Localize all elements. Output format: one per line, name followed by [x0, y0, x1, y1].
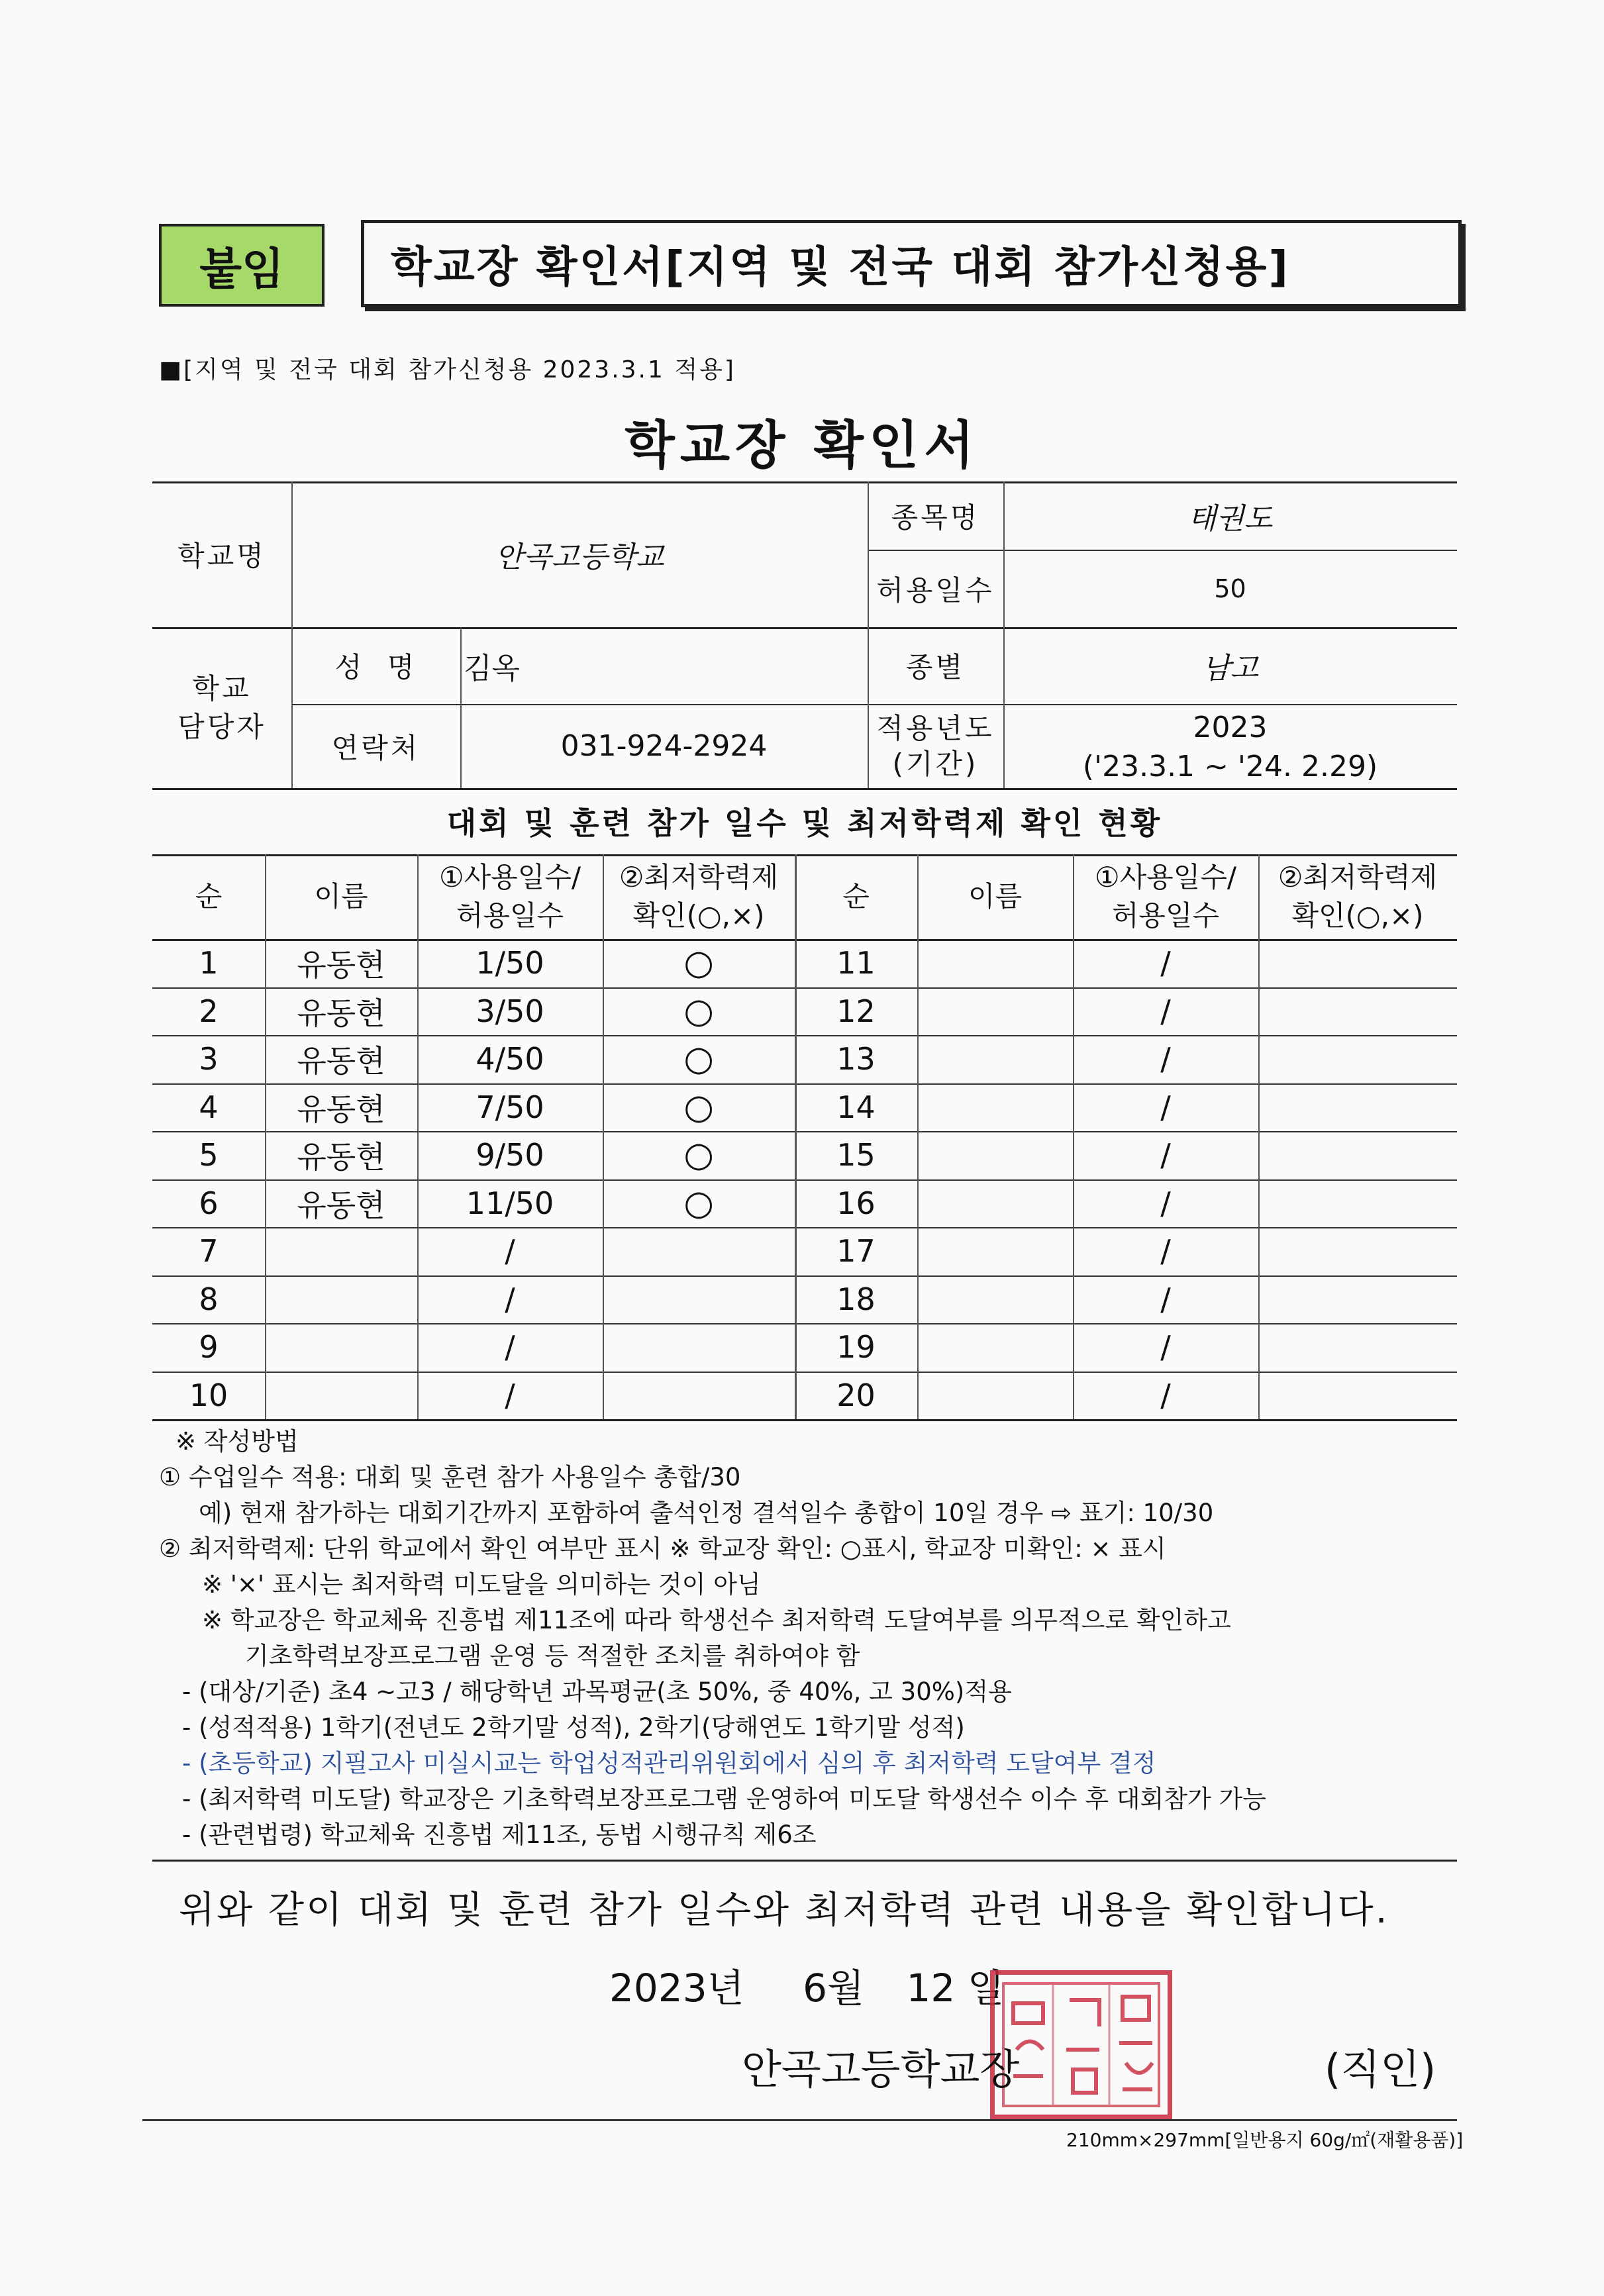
form-subnote: ■[지역 및 전국 대회 참가신청용 2023.3.1 적용]	[159, 356, 736, 383]
row-days: 1/50	[476, 945, 544, 981]
category-value: 남고	[1201, 652, 1258, 685]
attachment-badge: 붙임	[159, 224, 325, 307]
row-no: 9	[199, 1329, 219, 1366]
header-name: 이름	[314, 880, 368, 913]
school-name-value: 안곡고등학교	[495, 540, 664, 574]
row-name: 유동현	[297, 1187, 385, 1223]
row-no: 18	[836, 1281, 876, 1317]
row-check	[603, 1323, 795, 1372]
row-name: 유동현	[297, 1043, 385, 1079]
paper-spec: 210mm×297mm[일반용지 60g/㎡(재활용품)]	[1066, 2129, 1464, 2151]
row-name	[917, 1227, 1073, 1275]
row-name	[265, 1323, 417, 1372]
row-no: 15	[836, 1137, 876, 1173]
row-no: 11	[836, 945, 876, 981]
row-no: 6	[199, 1185, 219, 1221]
row-name	[265, 1372, 417, 1420]
row-name	[917, 987, 1073, 1036]
contact-label: 연락처	[331, 731, 421, 764]
row-no: 17	[836, 1233, 876, 1270]
row-days: /	[1160, 1233, 1171, 1270]
row-days: /	[505, 1233, 515, 1270]
row-check	[603, 1275, 795, 1324]
row-no: 3	[199, 1041, 219, 1077]
row-name	[265, 1227, 417, 1275]
row-check	[1258, 1275, 1457, 1324]
note-line: - (대상/기준) 초4 ~고3 / 해당학년 과목평균(초 50%, 중 40%, 고 30%)적용	[182, 1677, 1012, 1706]
manager-name-value: 김옥	[464, 652, 521, 685]
row-days: /	[1160, 945, 1171, 981]
row-days: /	[1160, 1185, 1171, 1221]
row-no: 12	[836, 993, 876, 1029]
event-value: 태권도	[1187, 501, 1273, 536]
row-days: 4/50	[476, 1041, 544, 1077]
row-days: /	[1160, 1041, 1171, 1077]
seal-label: (직인)	[1325, 2045, 1436, 2093]
section-title: 대회 및 훈련 참가 일수 및 최저학력제 확인 현황	[446, 805, 1163, 841]
row-check: ○	[683, 1135, 714, 1175]
allowed-days-value: 50	[1214, 574, 1246, 603]
row-no: 19	[836, 1329, 876, 1366]
row-days: 9/50	[476, 1137, 544, 1173]
document-title: 학교장 확인서	[625, 416, 979, 475]
row-no: 7	[199, 1233, 219, 1270]
confirmation-text: 위와 같이 대회 및 훈련 참가 일수와 최저학력 관련 내용을 확인합니다.	[179, 1889, 1389, 1932]
name-label: 성 명	[334, 651, 417, 683]
row-check: ○	[683, 1183, 714, 1223]
date-year: 2023년	[609, 1966, 744, 2011]
event-label: 종목명	[891, 501, 980, 534]
note-line: 예) 현재 참가하는 대회기간까지 포함하여 출석인정 결석일수 총합이 10일 경우 ⇨ 표기: 10/30	[199, 1499, 1214, 1527]
row-check	[1258, 1227, 1457, 1275]
row-no: 13	[836, 1041, 876, 1077]
school-name-label: 학교명	[177, 540, 266, 572]
row-check	[603, 1227, 795, 1275]
row-days: /	[505, 1377, 515, 1413]
year-value: 2023	[1193, 710, 1268, 744]
row-no: 1	[199, 945, 219, 981]
row-no: 20	[836, 1377, 876, 1413]
row-no: 5	[199, 1137, 219, 1173]
row-no: 2	[199, 993, 219, 1029]
note-line: ※ '×' 표시는 최저학력 미도달을 의미하는 것이 아님	[202, 1570, 761, 1599]
row-no: 16	[836, 1185, 876, 1221]
row-check: ○	[683, 1039, 714, 1079]
row-no: 10	[189, 1377, 228, 1413]
contact-value: 031-924-2924	[560, 729, 768, 763]
row-check	[1258, 939, 1457, 987]
row-name	[265, 1275, 417, 1324]
note-line: ※ 학교장은 학교체육 진흥법 제11조에 따라 학생선수 최저학력 도달여부를 의무적으로 확인하고	[202, 1606, 1231, 1634]
row-days: /	[1160, 1329, 1171, 1366]
note-line: - (최저학력 미도달) 학교장은 기초학력보장프로그램 운영하여 미도달 학생선수 이수 후 대회참가 가능	[182, 1785, 1267, 1813]
allowed-days-label: 허용일수	[876, 574, 995, 607]
row-days: 11/50	[466, 1185, 554, 1221]
row-check	[603, 1372, 795, 1420]
row-check: ○	[683, 943, 714, 983]
notes-heading: ※ 작성방법	[175, 1427, 299, 1456]
row-no: 4	[199, 1089, 219, 1125]
date-month: 6월	[803, 1966, 865, 2011]
row-check	[1258, 1179, 1457, 1228]
header-name-2: 이름	[968, 880, 1023, 913]
row-name: 유동현	[297, 995, 385, 1031]
row-check	[1258, 987, 1457, 1036]
row-days: /	[1160, 1089, 1171, 1125]
header-no: 순	[195, 880, 223, 913]
row-check: ○	[683, 1087, 714, 1127]
note-line: 기초학력보장프로그램 운영 등 적절한 조치를 취하여야 함	[245, 1642, 860, 1670]
row-check	[1258, 1323, 1457, 1372]
row-check	[1258, 1372, 1457, 1420]
row-name	[917, 1083, 1073, 1132]
row-days: /	[1160, 1137, 1171, 1173]
row-name	[917, 1372, 1073, 1420]
row-days: /	[1160, 1281, 1171, 1317]
note-line: ② 최저학력제: 단위 학교에서 확인 여부만 표시 ※ 학교장 확인: ○표시, 학교장 미확인: × 표시	[159, 1534, 1166, 1563]
note-line: - (성적적용) 1학기(전년도 2학기말 성적), 2학기(당해연도 1학기말 성적)	[182, 1713, 965, 1742]
row-check: ○	[683, 991, 714, 1031]
row-days: /	[505, 1329, 515, 1366]
row-name	[917, 1035, 1073, 1083]
category-label: 종별	[905, 651, 966, 683]
instructions	[159, 1424, 1470, 1853]
year-label: 적용년도 (기간)	[876, 711, 995, 780]
row-name	[917, 1275, 1073, 1324]
row-check	[1258, 1035, 1457, 1083]
row-no: 14	[836, 1089, 876, 1125]
form-title-box: 학교장 확인서[지역 및 전국 대회 참가신청용]	[361, 220, 1462, 307]
row-days: /	[505, 1281, 515, 1317]
row-name: 유동현	[297, 1091, 385, 1127]
period-value: ('23.3.1 ~ '24. 2.29)	[1082, 749, 1378, 783]
signer-name: 안곡고등학교장	[742, 2045, 1020, 2093]
header-check: ②최저학력제 확인(○,×)	[619, 861, 779, 932]
row-days: /	[1160, 993, 1171, 1029]
issue-date	[609, 1957, 1005, 2013]
row-name: 유동현	[297, 1139, 385, 1175]
row-name	[917, 1323, 1073, 1372]
row-name	[917, 1179, 1073, 1228]
row-days: 3/50	[476, 993, 544, 1029]
row-name: 유동현	[297, 947, 385, 983]
date-day: 12 일	[906, 1966, 1005, 2011]
manager-label: 학교 담당자	[177, 672, 266, 743]
header-days-2: ①사용일수/ 허용일수	[1094, 861, 1237, 932]
row-days: 7/50	[476, 1089, 544, 1125]
header-check-2: ②최저학력제 확인(○,×)	[1278, 861, 1438, 932]
note-line: - (관련법령) 학교체육 진흥법 제11조, 동법 시행규칙 제6조	[182, 1821, 817, 1849]
row-check	[1258, 1131, 1457, 1179]
row-name	[917, 939, 1073, 987]
note-line: ① 수업일수 적용: 대회 및 훈련 참가 사용일수 총합/30	[159, 1463, 741, 1491]
row-days: /	[1160, 1377, 1171, 1413]
row-no: 8	[199, 1281, 219, 1317]
row-check	[1258, 1083, 1457, 1132]
header-no-2: 순	[842, 880, 870, 913]
row-name	[917, 1131, 1073, 1179]
header-days: ①사용일수/ 허용일수	[438, 861, 581, 932]
note-line: - (초등학교) 지필고사 미실시교는 학업성적관리위원회에서 심의 후 최저학력 도달여부 결정	[182, 1749, 1156, 1777]
